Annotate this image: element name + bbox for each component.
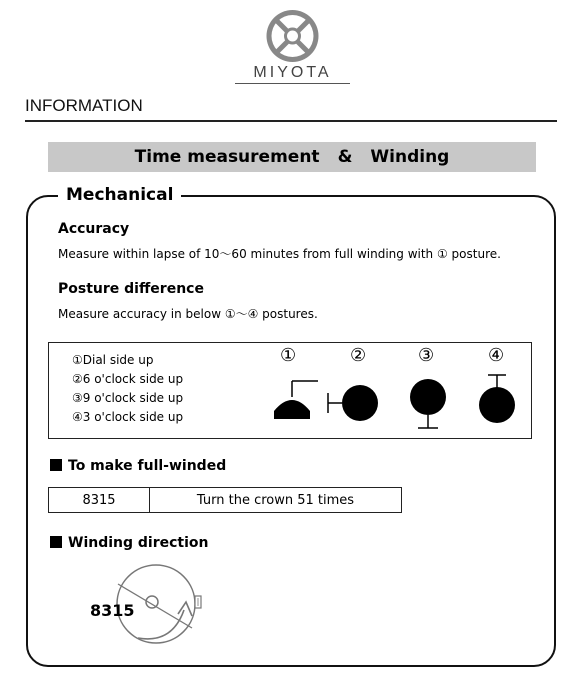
banner-right-text: Winding <box>370 147 450 167</box>
posture-item-2: ②6 o'clock side up <box>72 372 184 386</box>
title-divider <box>25 120 557 122</box>
page-title: INFORMATION <box>25 96 143 115</box>
brand-wordmark: MIYOTA <box>253 64 332 81</box>
full-wind-table <box>48 487 402 513</box>
posture-item-4: ④3 o'clock side up <box>72 410 184 424</box>
posture-number-4: ④ <box>488 345 505 366</box>
section-banner <box>48 142 536 172</box>
winding-direction-model-label: 8315 <box>90 601 135 620</box>
banner-left-text: Time measurement <box>134 147 320 167</box>
bullet-square-icon <box>50 459 62 471</box>
full-wind-model-cell: 8315 <box>49 488 150 512</box>
banner-ampersand: & <box>337 147 353 167</box>
posture-number-3: ③ <box>418 345 435 366</box>
posture-3-oclock-up-icon <box>476 372 518 424</box>
mechanical-label: Mechanical <box>58 185 181 205</box>
posture-number-1: ① <box>280 345 297 366</box>
posture-6-oclock-up-icon <box>326 383 382 425</box>
posture-number-2: ② <box>350 345 367 366</box>
posture-difference-text: Measure accuracy in below ①～④ postures. <box>58 307 318 321</box>
posture-dial-up-icon <box>270 375 320 423</box>
posture-item-1: ①Dial side up <box>72 353 154 367</box>
posture-9-oclock-up-icon <box>406 378 450 430</box>
full-wind-instruction-cell: Turn the crown 51 times <box>196 492 355 508</box>
posture-difference-heading: Posture difference <box>58 281 204 297</box>
accuracy-text: Measure within lapse of 10～60 minutes from full winding with ① posture. <box>58 247 501 261</box>
brand-underline <box>235 83 350 84</box>
posture-item-3: ③9 o'clock side up <box>72 391 184 405</box>
full-wind-heading: To make full-winded <box>50 458 226 474</box>
winding-direction-heading: Winding direction <box>50 535 209 551</box>
accuracy-heading: Accuracy <box>58 221 130 237</box>
bullet-square-icon <box>50 536 62 548</box>
